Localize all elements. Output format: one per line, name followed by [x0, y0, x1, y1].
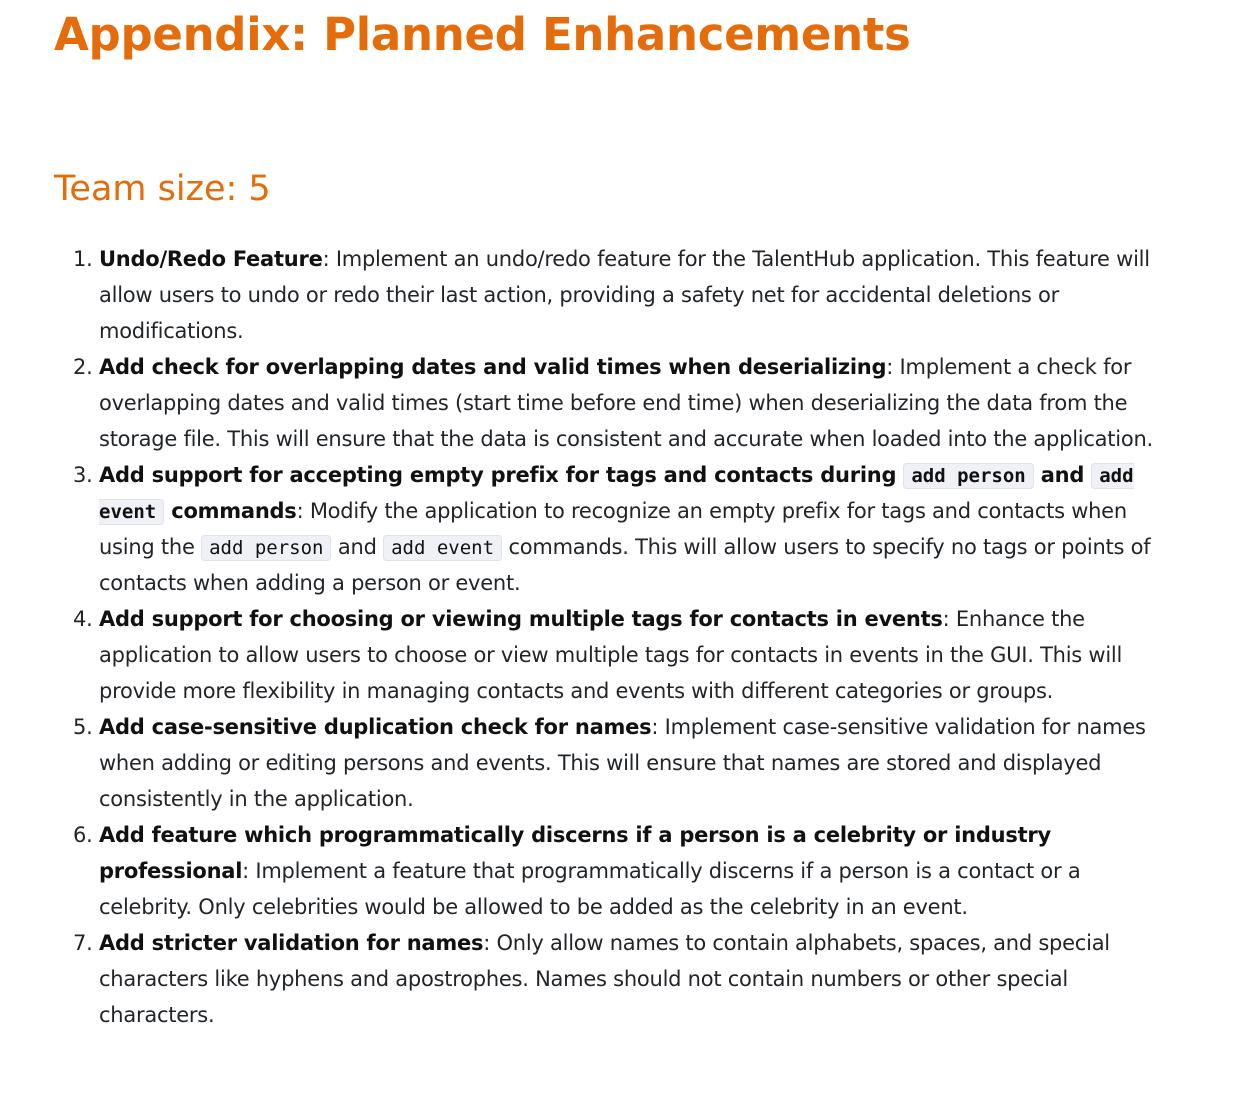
list-item [99, 709, 1169, 817]
item-title: Undo/Redo Feature [99, 247, 323, 271]
item-body: commands. This will allow users to specify no tags or points of contacts when adding a person or event. [99, 535, 1151, 595]
item-body: : Implement an undo/redo feature for the TalentHub application. This feature will allow users to undo or redo their last action, providing a safety net for accidental deletions or modifications. [99, 247, 1150, 343]
item-title-text: commands [171, 499, 297, 523]
list-item [99, 457, 1169, 601]
item-body: : Implement a feature that programmatically discerns if a person is a contact or a celebrity. Only celebrities would be allowed to be added as the celebrity in an event. [99, 859, 1081, 919]
team-size-heading: Team size: 5 [54, 169, 271, 209]
item-body: : Implement case-sensitive validation for names when adding or editing persons and events. This will ensure that names are stored and displayed consistently in the application. [99, 715, 1146, 811]
item-title: Add case-sensitive duplication check for names [99, 715, 652, 739]
item-body: : Implement a check for overlapping dates and valid times (start time before end time) when deserializing the data from the storage file. This will ensure that the data is consistent and accurate when loaded into the application. [99, 355, 1153, 451]
inline-code: add person [903, 463, 1033, 489]
inline-code: add person [201, 535, 331, 561]
item-title-text: and [1040, 463, 1085, 487]
item-title: Add feature which programmatically discerns if a person is a celebrity or industry professional [99, 823, 1051, 883]
item-title: Add support for choosing or viewing multiple tags for contacts in events [99, 607, 943, 631]
item-body: : Enhance the application to allow users to choose or view multiple tags for contacts in events in the GUI. This will provide more flexibility in managing contacts and events with different categories or groups. [99, 607, 1123, 703]
inline-code: add event [383, 535, 502, 561]
list-item [99, 601, 1169, 709]
item-title: Add stricter validation for names [99, 931, 484, 955]
inline-code: add event [99, 465, 1134, 523]
list-item [99, 241, 1169, 349]
item-body: and [337, 535, 377, 559]
enhancements-list [99, 241, 1169, 1033]
item-body: : Modify the application to recognize an empty prefix for tags and contacts when using the [99, 499, 1127, 559]
list-item [99, 925, 1169, 1033]
item-title: Add check for overlapping dates and valid times when deserializing [99, 355, 887, 379]
list-item [99, 349, 1169, 457]
list-item [99, 817, 1169, 925]
page-title: Appendix: Planned Enhancements [54, 8, 911, 61]
item-title-text: Add support for accepting empty prefix for tags and contacts during [99, 463, 897, 487]
item-body: : Only allow names to contain alphabets, spaces, and special characters like hyphens and apostrophes. Names should not contain numbers or other special characters. [99, 931, 1110, 1027]
